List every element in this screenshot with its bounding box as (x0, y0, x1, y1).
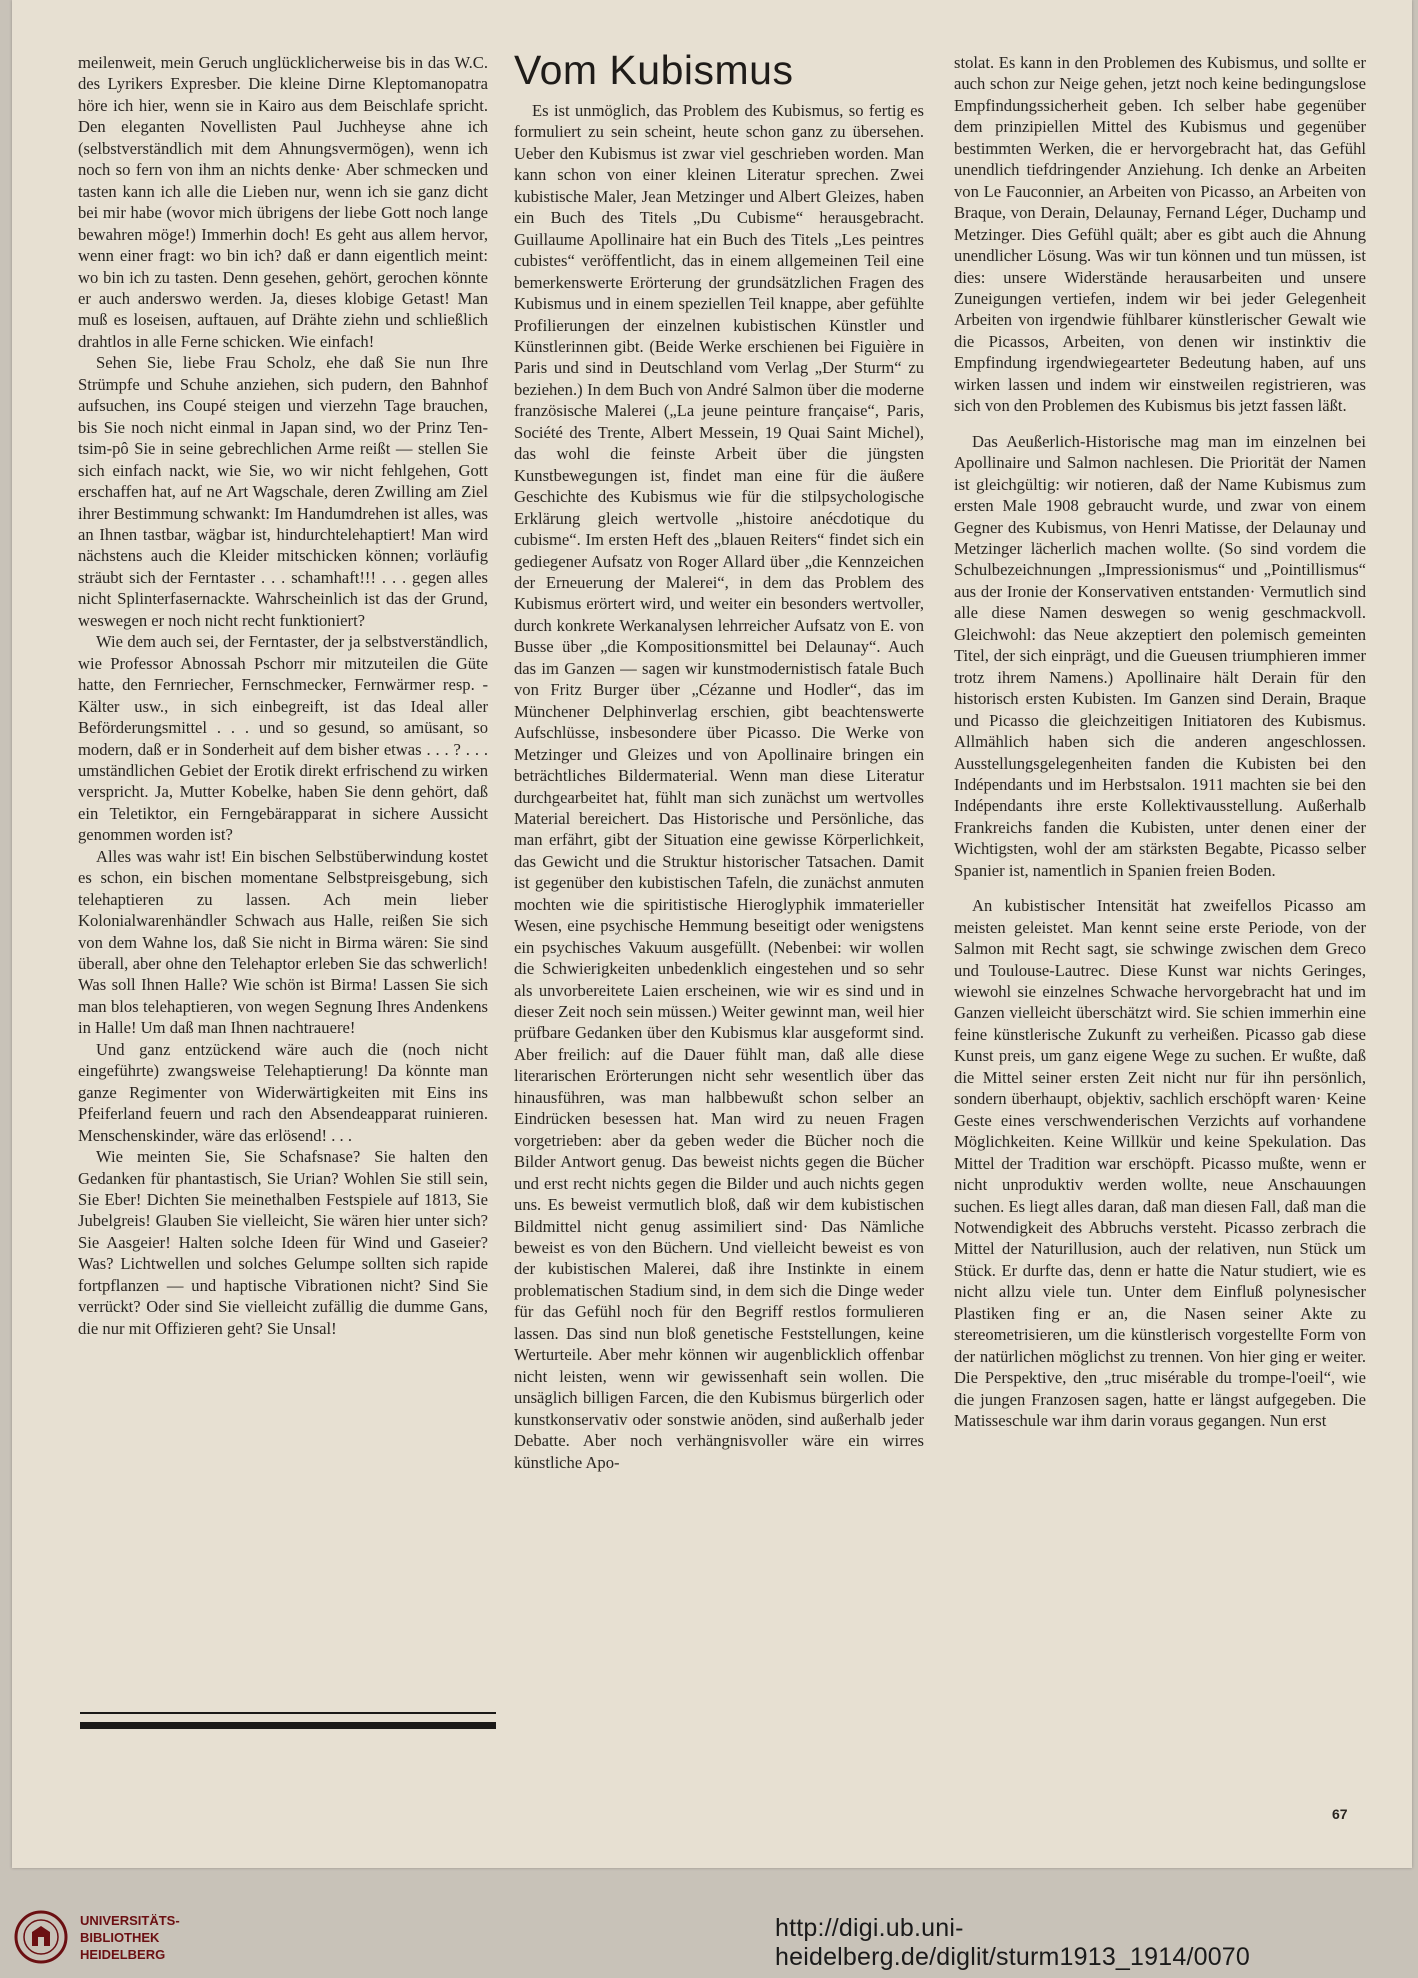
institution-line: HEIDELBERG (80, 1947, 166, 1962)
source-url[interactable]: http://digi.ub.uni-heidelberg.de/diglit/sturm1913_1914/0070 (775, 1914, 1251, 1971)
institution-line: BIBLIOTHEK (80, 1930, 160, 1945)
paragraph: meilenweit, mein Geruch unglücklicherweise bis in das W.C. des Lyrikers Expresber. Die kleine Dirne Kleptomanopatra höre ich hier, wenn sie in Kairo aus dem Beischlafe spricht. Den eleganten Novellisten Paul Juchheyse ahne ich (selbstverständlich mit dem Ahnungsvermögen), wenn ich noch so fern von ihm an nichts denke· Aber schmecken und tasten kann ich alle die Lieben nur, wenn ich sie ganz dicht bei mir habe (wovor mich übrigens der liebe Gott noch lange bewahren möge!) Immerhin doch! Es geht aus allem hervor, wenn einer fragt: wo bin ich? daß er dann eigentlich meint: wo bin ich zu tasten. Denn gesehen, gehört, gerochen könnte er auch anderswo werden. Ja, dieses klobige Getast! Man muß es loseisen, auftauen, auf Drähte ziehn und schließlich drahtlos in alle Ferne schicken. Wie einfach! (78, 53, 488, 351)
column-left (78, 52, 488, 1662)
end-rule (80, 1722, 496, 1729)
column-right (954, 52, 1366, 1852)
paragraph: Wie dem auch sei, der Ferntaster, der ja selbstverständlich, wie Professor Abnossah Pschorr mir mitzuteilen die Güte hatte, den Fernriecher, Fernschmecker, Fernwärmer resp. -Kälter usw., in sich einbegreift, ist das Ideal aller Beförderungsmittel . . . und so gesund, so amüsant, so modern, daß er in Sonderheit auf dem bisher etwas . . . ? . . . umständlichen Gebiet der Erotik direkt erfrischend zu wirken verspricht. Ja, Mutter Kobelke, haben Sie denn gehört, daß ein Teletiktor, ein Ferngebärapparat in sichere Aussicht genommen worden ist? (78, 632, 488, 845)
paragraph: Es ist unmöglich, das Problem des Kubismus, so fertig es formuliert zu sein scheint, heute schon ganz zu übersehen. Ueber den Kubismus ist zwar viel geschrieben worden. Man kann schon von einer kleinen Literatur sprechen. Zwei kubistische Maler, Jean Metzinger und Albert Gleizes, haben ein Buch des Titels „Du Cubisme“ herausgebracht. Guillaume Apollinaire hat ein Buch des Titels „Les peintres cubistes“ veröffentlicht, das in einem allgemeinen Teil eine bemerkenswerte Erörterung der grundsätzlichen Fragen des Kubismus und in einem speziellen Teil knappe, aber gefühlte Profilierungen der einzelnen kubistischen Künstler und Künstlerinnen gibt. (Beide Werke erschienen bei Figuière in Paris und sind in Deutschland vom Verlag „Der Sturm“ zu beziehen.) In dem Buch von André Salmon über die moderne französische Malerei („La jeune peinture française“, Paris, Société des Trente, Albert Messein, 19 Quai Saint Michel), das wohl die feinste Arbeit über die jüngsten Kunstbewegungen ist, findet man eine für die äußere Geschichte des Kubismus wie für die stilpsychologische Erklärung gleich wertvolle „histoire anécdotique du cubisme“. Im ersten Heft des „blauen Reiters“ findet sich ein gediegener Aufsatz von Roger Allard über „die Kennzeichen der Erneuerung der Malerei“, in dem das Problem des Kubismus erörtert wird, und weiter ein besonders wertvoller, durch konkrete Werkanalysen lehrreicher Aufsatz von E. von Busse über „die Kompositionsmittel bei Delaunay“. Auch das im Ganzen — sagen wir kunstmodernistisch fatale Buch von Fritz Burger über „Cézanne und Hodler“, das im Münchener Delphinverlag erschien, gibt beachtenswerte Aufschlüsse, insbesondere über Picasso. Die Werke von Metzinger und Gleizes und von Apollinaire bringen ein beträchtliches Bildermaterial. Wenn man diese Literatur durchgearbeitet hat, fühlt man sich zunächst um wertvolles Material bereichert. Das Historische und Persönliche, das man erfährt, gibt der Situation eine gewisse Körperlichkeit, das Gewicht und die Struktur historischer Tatsachen. Damit ist gegenüber den kubistischen Tafeln, die zunächst anmuten mochten wie die spiritistische Hieroglyphik immaterieller Wesen, eine psychische Hemmung beseitigt oder wenigstens ein psychisches Vakuum ausgefüllt. (Nebenbei: wir wollen die Schwierigkeiten unbedenklich eingestehen und so sehr als unvorbereitete Laien erscheinen, wie wir es sind und in dieser Zeit noch sein müssen.) Weiter gewinnt man, weil hier prüfbare Gedanken über den Kubismus klar ausgeformt sind. Aber freilich: auf die Dauer fühlt man, daß alle diese literarischen Erörterungen nicht sehr wesentlich über das hinausführen, was man halbbewußt schon selber an Eindrücken besessen hat. Man wird zu neuen Fragen vorgetrieben: aber da geben weder die Bücher noch die Bilder Antwort genug. Das beweist nichts gegen die Bücher und erst recht nichts gegen die Bilder und auch nichts gegen uns. Es beweist vermutlich bloß, daß wir dem kubistischen Bildmittel nicht genug assimiliert sind· Das Nämliche beweist es von den Büchern. Und vielleicht beweist es von der kubistischen Malerei, daß ihre Instinkte in einem problematischen Stadium sind, in dem sich die Dinge weder für das Gefühl noch für den Begriff restlos formulieren lassen. Das sind nun bloß genetische Feststellungen, keine Werturteile. Aber mehr können wir augenblicklich offenbar nicht leisten, wenn wir gewissenhaft sein wollen. Die unsäglich billigen Farcen, die den Kubismus bürgerlich oder kunstkonservativ oder sonstwie anöden, sind außerhalb jeder Debatte. Aber noch verhängnisvoller wäre ein wirres künstliche Apo- (514, 101, 924, 1472)
university-seal-icon (14, 1910, 68, 1964)
institution-name (80, 1912, 180, 1963)
column-middle (514, 48, 924, 1838)
scanned-page (12, 0, 1412, 1868)
page-number: 67 (1332, 1806, 1348, 1822)
paragraph: An kubistischer Intensität hat zweifellos Picasso am meisten geleistet. Man kennt seine erste Periode, von der Salmon mit Recht sagt, sie schwinge zwischen dem Greco und Toulouse-Lautrec. Diese Kunst war nichts Geringes, wiewohl sie einzelnes Schwache hervorgebracht hat und im Ganzen vielleicht überschätzt wird. Sie schien immerhin eine feine künstlerische Zukunft zu verheißen. Picasso gab diese Kunst preis, um ganz eigene Wege zu suchen. Er wußte, daß die Mittel seiner ersten Zeit nicht nur für ihn persönlich, sondern überhaupt, objektiv, sachlich erschöpft waren· Keine Geste eines verschwenderischen Verzichts auf vorhandene Möglichkeiten. Keine Willkür und keine Spekulation. Das Mittel der Tradition war erschöpft. Picasso mußte, wenn er nicht unproduktiv werden wollte, neue Anschauungen suchen. Es liegt alles daran, daß man diesen Fall, daß man die Notwendigkeit des Abbruchs versteht. Picasso zerbrach die Mittel der Naturillusion, auch der relativen, nun Stück um Stück. Er durfte das, denn er hatte die Natur studiert, wie es nicht allzu viele tun. Unter dem Einfluß polynesischer Plastiken fing er an, die Nasen seiner Akte zu stereometrisieren, um die künstlerisch vorgestellte Form von der natürlichen möglichst zu trennen. Von hier ging er weiter. Die Perspektive, den „truc misérable du trompe-l'oeil“, wie die jungen Franzosen sagen, hatte er längst aufgegeben. Die Matisseschule war ihm darin voraus gegangen. Nun erst (954, 896, 1366, 1431)
institution-line: UNIVERSITÄTS- (80, 1913, 180, 1928)
library-footer (0, 1890, 1418, 1978)
paragraph: Wie meinten Sie, Sie Schafsnase? Sie halten den Gedanken für phantastisch, Sie Urian? Wohlen Sie still sein, Sie Eber! Dichten Sie meinethalben Festspiele auf 1813, Sie Jubelgreis! Glauben Sie vielleicht, Sie wären hier unter sich? Sie Aasgeier! Halten solche Ideen für Wind und Gaseier? Was? Lichtwellen und solches Gelumpe sollten sich rapide fortpflanzen — und haptische Vibrationen nicht? Sind Sie verrückt? Oder sind Sie vielleicht zufällig die dumme Gans, die nur mit Offizieren geht? Sie Unsal! (78, 1147, 488, 1338)
paragraph: Das Aeußerlich-Historische mag man im einzelnen bei Apollinaire und Salmon nachlesen. Die Priorität der Namen ist gleichgültig: wir notieren, daß der Name Kubismus zum ersten Male 1908 gebraucht wurde, und zwar von einem Gegner des Kubismus, von Henri Matisse, der Delaunay und Metzinger lächerlich machen wollte. (So sind vordem die Schulbezeichnungen „Impressionismus“ und „Pointillismus“ aus der Ironie der Konservativen entstanden· Vermutlich sind alle diese Namen deswegen so wenig geschmackvoll. Gleichwohl: das Neue akzeptiert den polemisch gemeinten Titel, der sich einprägt, und die Gueusen triumphieren immer trotz ihrem Namens.) Apollinaire hält Derain für den historisch ersten Kubisten. Im Ganzen sind Derain, Braque und Picasso die gleichzeitigen Initiatoren des Kubismus. Allmählich haben sich die anderen angeschlossen. Ausstellungsgelegenheiten fanden die Kubisten bei den Indépendants und im Herbstsalon. 1911 machten sie bei den Indépendants ihre erste Kollektivausstellung. Außerhalb Frankreichs fanden die Kubisten, unter denen einer der Wichtigsten, wohl der am stärksten Begabte, Picasso selber Spanier ist, namentlich in Spanien freien Boden. (954, 431, 1366, 880)
paragraph: Und ganz entzückend wäre auch die (noch nicht eingeführte) zwangsweise Telehaptierung! Da könnte man ganze Regimenter von Widerwärtigkeiten mit Eins ins Pfeiferland feuern und rach den Absendeapparat ruinieren. Menschenskinder, wäre das erlösend! . . . (78, 1039, 488, 1145)
paragraph: Alles was wahr ist! Ein bischen Selbstüberwindung kostet es schon, ein bischen momentane Selbstpreisgebung, sich telehaptieren zu lassen. Ach mein lieber Kolonialwarenhändler Schwach aus Halle, reißen Sie sich von dem Wahne los, daß Sie nicht in Birma wären: Sie sind überall, aber ohne den Telehaptor erleben Sie das schwerlich! Was soll Ihnen Halle? Wie schön ist Birma! Lassen Sie sich man blos telehaptieren, von wegen Segnung Ihres Andenkens in Halle! Um daß man Ihnen nachtrauere! (78, 846, 488, 1038)
article-title: Vom Kubismus (514, 48, 794, 93)
end-rule-thin (80, 1712, 496, 1714)
paragraph: stolat. Es kann in den Problemen des Kubismus, und sollte er auch schon zur Neige gehen, jetzt noch keine bedingungslose Empfindungssicherheit geben. Ich selber habe gegenüber dem prinzipiellen Mittel des Kubismus und gegenüber bestimmten Werken, die er hervorgebracht hat, das Gefühl unendlich tiefdringender Anziehung. Ich denke an Arbeiten von Le Fauconnier, an Arbeiten von Picasso, an Arbeiten von Braque, von Derain, Delaunay, Fernand Léger, Duchamp und Metzinger. Dies Gefühl quält; aber es gibt auch die Ahnung unendlicher Lösung. Was wir tun können und tun müssen, ist dies: unsere Widerstände herausarbeiten und unsere Zuneigungen vertiefen, indem wir bei jeder Gelegenheit Arbeiten von irgendwie fühlbarer künstlerischer Gewalt wie die Picassos, Arbeiten, von denen wir instinktiv die Empfindung irgendwiegearteter Bedeutung haben, auf uns wirken lassen und indem wir einstweilen registrieren, was sich von den Problemen des Kubismus bis jetzt fassen läßt. (954, 53, 1366, 416)
paragraph: Sehen Sie, liebe Frau Scholz, ehe daß Sie nun Ihre Strümpfe und Schuhe anziehen, sich pudern, den Bahnhof aufsuchen, ins Coupé steigen und vierzehn Tage brauchen, bis Sie noch nicht einmal in Japan sind, wo der Prinz Ten-tsim-pô Sie in seine gebrechlichen Arme reißt — stellen Sie sich einfach nackt, wie Sie, wo wir nicht fehlgehen, Gott erschaffen hat, auf ne Art Wagschale, deren Zwilling am Ziel ihrer Bestimmung schwankt: Im Handumdrehen ist alles, was an Ihnen tastbar, wägbar ist, hindurchtelehaptiert! Man wird nächstens auch die Kleider mitschicken können; vorläufig sträubt sich der Ferntaster . . . schamhaft!!! . . . gegen alles nicht Splinterfasernackte. Wahrscheinlich ist das der Grund, weswegen er noch nicht recht funktioniert? (78, 353, 488, 630)
